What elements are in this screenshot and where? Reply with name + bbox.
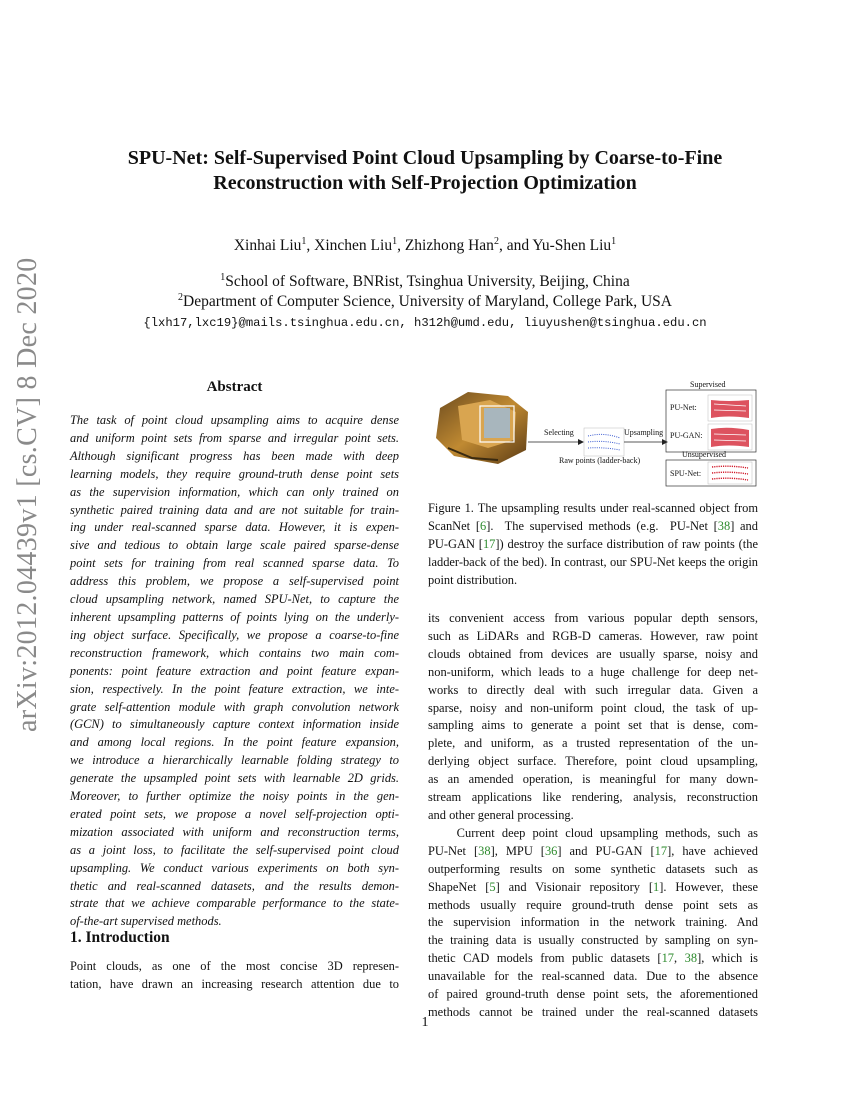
text-line bbox=[428, 735, 758, 753]
figure-1 bbox=[428, 378, 758, 488]
abstract-heading: Abstract bbox=[206, 379, 263, 395]
text-segment: the supervision information in the network training. And bbox=[428, 915, 758, 930]
text-segment: its convenient access from various popular depth sensors, bbox=[428, 611, 758, 625]
text-segment: ladder-back of the bed). In contrast, our SPU-Net keeps the origin bbox=[428, 554, 758, 569]
text-line: as a joint loss, to facilitate the self-supervised point cloud bbox=[70, 842, 399, 857]
text-line: synthetic paired training data and are not suitable for train- bbox=[70, 502, 399, 517]
label-pu-gan: PU-GAN: bbox=[670, 431, 703, 440]
label-supervised: Supervised bbox=[690, 380, 726, 389]
figure-1-caption bbox=[428, 500, 758, 590]
author-name: Xinchen Liu bbox=[314, 237, 393, 254]
author-affiliation-marker: 1 bbox=[392, 236, 398, 247]
text-line bbox=[428, 628, 758, 646]
author-affiliation-marker: 2 bbox=[493, 236, 499, 247]
text-line: erated point sets, we propose a novel self-projection opti- bbox=[70, 806, 399, 821]
text-segment: ] and PU-GAN [ bbox=[557, 843, 655, 858]
text-segment: plete, and uniform, as a trusted representation of the un- bbox=[428, 736, 758, 751]
text-line bbox=[428, 664, 758, 682]
citation-link[interactable]: 38 bbox=[684, 951, 698, 966]
text-line: we introduce a hierarchically learnable folding strategy to bbox=[70, 753, 399, 768]
text-line: and uniform point sets from sparse and irregular point sets. bbox=[70, 430, 399, 445]
text-line: point sets for training from real scanned sparse data. To bbox=[70, 556, 399, 571]
text-line bbox=[428, 861, 758, 879]
citation-link[interactable]: 1 bbox=[653, 879, 660, 894]
text-segment: of paired ground-truth dense point sets, the aforementioned bbox=[428, 987, 758, 1002]
text-segment: and other general processing. bbox=[428, 807, 574, 822]
label-pu-net: PU-Net: bbox=[670, 403, 697, 412]
text-line bbox=[428, 843, 758, 861]
text-line: generate the upsampled point sets with learnable 2D grids. bbox=[70, 771, 399, 786]
text-line bbox=[428, 646, 758, 664]
citation-link[interactable]: 17 bbox=[661, 951, 675, 966]
raw-points-panel bbox=[584, 428, 624, 456]
pu-net-result bbox=[708, 395, 752, 421]
text-segment: sparse, noisy and non-uniform point cloud, the task of up- bbox=[428, 700, 758, 715]
text-line: ing under real-scanned sparse data. However, it is expen- bbox=[70, 520, 399, 535]
text-line: inherent upsampling patterns of points lying on the underly- bbox=[70, 609, 399, 624]
text-segment: as an amended operation, is meaningful for many down- bbox=[428, 772, 758, 787]
text-segment: ]. However, these bbox=[659, 879, 758, 894]
label-raw-points: Raw points (ladder-back) bbox=[559, 456, 641, 465]
text-line bbox=[428, 950, 758, 968]
author-affiliation-marker: 1 bbox=[301, 236, 307, 247]
text-line bbox=[428, 807, 758, 825]
author-affiliation-marker: 1 bbox=[611, 236, 617, 247]
text-line: The task of point cloud upsampling aims to acquire dense bbox=[70, 413, 399, 427]
citation-link[interactable]: 36 bbox=[544, 843, 558, 858]
text-segment: outperforming results on some synthetic datasets such as bbox=[428, 861, 758, 876]
text-segment: Figure 1. The upsampling results under real-scanned object from bbox=[428, 501, 758, 515]
text-segment: sampling aims to generate a point set that is dense, com- bbox=[428, 718, 758, 733]
affiliation-marker: 1 bbox=[220, 272, 226, 283]
citation-link[interactable]: 38 bbox=[717, 518, 731, 533]
title-line-2: Reconstruction with Self-Projection Optimization bbox=[213, 172, 637, 194]
text-line bbox=[428, 700, 758, 718]
text-line: strate that we achieve comparable performance to the state- bbox=[70, 896, 399, 911]
text-line bbox=[428, 682, 758, 700]
affiliation-1 bbox=[60, 272, 790, 291]
spu-net-result bbox=[708, 462, 752, 484]
text-line bbox=[428, 518, 758, 536]
label-upsampling: Upsampling bbox=[624, 428, 664, 437]
author-separator: , and bbox=[498, 237, 533, 254]
text-line: Moreover, to further optimize the noisy points in the gen- bbox=[70, 789, 399, 804]
text-segment: ], MPU [ bbox=[490, 843, 545, 858]
author-name: Yu-Shen Liu bbox=[532, 237, 612, 254]
text-line bbox=[428, 610, 758, 628]
text-line: sion, respectively. In the point feature extraction, we inte- bbox=[70, 681, 399, 696]
text-line: (GCN) to simultaneously capture context information inside bbox=[70, 717, 399, 732]
text-line: ponents: point feature extraction and point feature expan- bbox=[70, 663, 399, 678]
text-line bbox=[428, 1004, 758, 1022]
text-segment: ] and bbox=[730, 518, 758, 533]
text-segment: derlying object surface. Therefore, point cloud upsampling, bbox=[428, 754, 758, 769]
text-segment: ]. The supervised methods (e.g. PU-Net [ bbox=[486, 518, 718, 533]
text-line: Although significant progress has been made with deep bbox=[70, 448, 399, 463]
citation-link[interactable]: 5 bbox=[489, 879, 496, 894]
text-line: as the supervision information, which can only trained on bbox=[70, 484, 399, 499]
text-line: cloud upsampling network, named SPU-Net, to capture the bbox=[70, 592, 399, 607]
text-line bbox=[428, 914, 758, 932]
arxiv-identifier: arXiv:2012.04439v1 [cs.CV] 8 Dec 2020 bbox=[12, 257, 43, 732]
text-line bbox=[428, 753, 758, 771]
author-name: Xinhai Liu bbox=[233, 237, 302, 254]
pu-gan-result bbox=[708, 424, 752, 450]
text-line bbox=[428, 932, 758, 950]
paper-title bbox=[60, 146, 790, 196]
text-segment: works to directly deal with such irregular data. Given a bbox=[428, 682, 758, 697]
text-segment: non-uniform, which leads to a huge challenge for deep net- bbox=[428, 664, 758, 679]
text-segment: stream applications like rendering, analysis, reconstruction bbox=[428, 790, 758, 805]
citation-link[interactable]: 17 bbox=[654, 843, 668, 858]
text-segment: ShapeNet [ bbox=[428, 879, 490, 894]
text-line: grate self-attention module with graph convolution network bbox=[70, 699, 399, 714]
label-spu-net: SPU-Net: bbox=[670, 469, 702, 478]
text-segment: clouds obtained from devices are usually sparse, noisy and bbox=[428, 646, 758, 661]
text-segment: ], which is bbox=[697, 951, 758, 966]
affiliation-text: Department of Computer Science, University of Maryland, College Park, USA bbox=[183, 293, 672, 310]
citation-link[interactable]: 38 bbox=[478, 843, 491, 858]
text-segment: unavailable for the real-scanned data. Due to the absence bbox=[428, 969, 758, 984]
text-line: sive and tedious to obtain large scale paired sparse-dense bbox=[70, 538, 399, 553]
text-line bbox=[428, 789, 758, 807]
abstract-body bbox=[70, 412, 399, 931]
text-segment: ] and Visionair repository [ bbox=[495, 879, 654, 894]
author-separator: , bbox=[306, 237, 315, 254]
text-segment: methods usually require ground-truth dense point sets as bbox=[428, 897, 758, 912]
text-line: address this problem, we propose a self-supervised point bbox=[70, 574, 399, 589]
text-segment: Current deep point cloud upsampling methods, such as bbox=[428, 825, 758, 840]
citation-link[interactable]: 17 bbox=[482, 536, 496, 551]
text-line bbox=[428, 717, 758, 735]
text-line: upsampling. We conduct various experiments on both syn- bbox=[70, 860, 399, 875]
text-segment: the training data is usually constructed by sampling on syn- bbox=[428, 933, 758, 948]
title-line-1: SPU-Net: Self-Supervised Point Cloud Upsampling by Coarse-to-Fine bbox=[127, 147, 723, 169]
text-line bbox=[428, 500, 758, 518]
text-line bbox=[428, 572, 758, 590]
scanned-bed-object bbox=[436, 392, 528, 464]
label-unsupervised: Unsupervised bbox=[682, 450, 726, 459]
citation-link[interactable]: 6 bbox=[479, 518, 487, 533]
text-segment: point distribution. bbox=[428, 572, 518, 587]
introduction-right-column bbox=[428, 610, 758, 1022]
text-line: Point clouds, as one of the most concise 3D represen- bbox=[70, 959, 399, 973]
text-segment: PU-GAN [ bbox=[428, 536, 483, 551]
text-line: and among local regions. In the point feature expansion, bbox=[70, 735, 399, 750]
text-segment: PU-Net [ bbox=[428, 843, 479, 858]
text-line bbox=[428, 554, 758, 572]
text-line: of-the-art supervised methods. bbox=[70, 914, 222, 929]
label-selecting: Selecting bbox=[544, 428, 574, 437]
text-line bbox=[428, 968, 758, 986]
text-segment: methods cannot be trained under the real-scanned datasets bbox=[428, 1004, 758, 1019]
affiliation-marker: 2 bbox=[178, 292, 183, 303]
text-line bbox=[428, 897, 758, 915]
figure-1-illustration bbox=[428, 378, 758, 488]
text-segment: ScanNet [ bbox=[428, 518, 480, 533]
text-line bbox=[428, 771, 758, 789]
text-line bbox=[428, 825, 758, 843]
text-segment: ], have achieved bbox=[667, 843, 758, 858]
text-line: mization associated with uniform and reconstruction terms, bbox=[70, 824, 399, 839]
text-line: learning models, they require ground-truth dense point sets bbox=[70, 466, 399, 481]
text-line: tation, have drawn an increasing research attention due to bbox=[70, 976, 399, 991]
text-segment: thetic CAD models from public datasets [ bbox=[428, 951, 662, 966]
text-line bbox=[428, 879, 758, 897]
text-line: ing object surface. Specifically, we propose a coarse-to-fine bbox=[70, 627, 399, 642]
author-emails: {lxh17,lxc19}@mails.tsinghua.edu.cn, h312h@umd.edu, liuyushen@tsinghua.edu.cn bbox=[143, 316, 707, 330]
affiliation-2 bbox=[60, 292, 790, 311]
text-line bbox=[428, 536, 758, 554]
text-segment: ]) destroy the surface distribution of raw points (the bbox=[495, 536, 758, 551]
author-separator: , bbox=[397, 237, 405, 254]
text-line bbox=[428, 986, 758, 1004]
author-list bbox=[60, 236, 790, 255]
text-segment: , bbox=[674, 951, 685, 966]
introduction-heading: 1. Introduction bbox=[70, 929, 170, 946]
text-line: reconstruction framework, which contains two main com- bbox=[70, 645, 399, 660]
text-segment: such as LiDARs and RGB-D cameras. However, raw point bbox=[428, 628, 758, 643]
author-name: Zhizhong Han bbox=[404, 237, 494, 254]
page-number: 1 bbox=[421, 1015, 429, 1030]
affiliation-text: School of Software, BNRist, Tsinghua University, Beijing, China bbox=[225, 273, 630, 290]
introduction-left-column bbox=[70, 958, 399, 994]
text-line: thetic and real-scanned datasets, and the results demon- bbox=[70, 878, 399, 893]
